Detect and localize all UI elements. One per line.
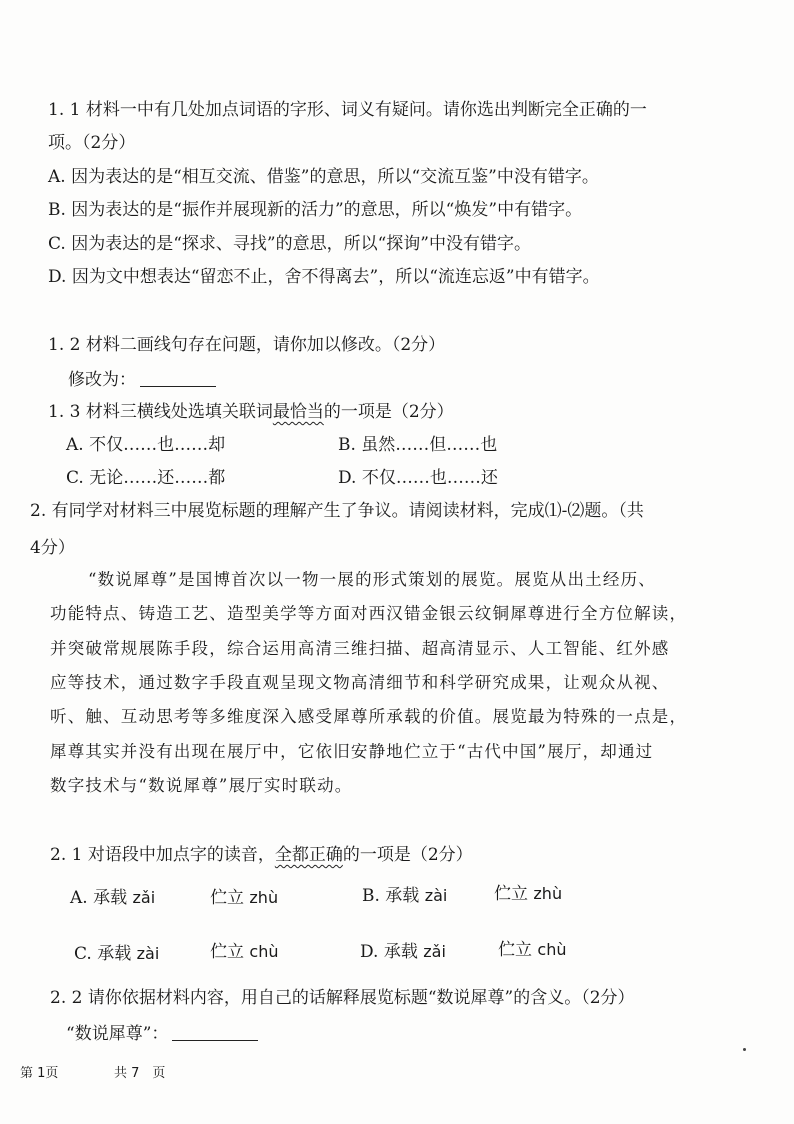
q1-1-option-c: C. 因为表达的是“探求、寻找”的意思，所以“探询”中没有错字。 (48, 234, 531, 254)
passage-line-3: 并突破常规展陈手段，综合运用高清三维扫描、超高清显示、人工智能、红外感 (50, 639, 670, 658)
q1-3-option-a: A. 不仅……也……却 (66, 435, 226, 455)
q2-2-answer-row (66, 1022, 258, 1046)
q2-2-answer-label: “数说犀尊”： (66, 1024, 169, 1044)
q1-1-option-d: D. 因为文中想表达“留恋不止，舍不得离去”，所以“流连忘返”中有错字。 (48, 267, 600, 287)
footer-page-total: 共 7 页 (114, 1066, 166, 1081)
q2-2-stem: 2. 2 请你依据材料内容，用自己的话解释展览标题“数说犀尊”的含义。（2分） (50, 988, 635, 1008)
q1-3-option-c: C. 无论……还……都 (66, 468, 226, 488)
q1-3-option-d: D. 不仅……也……还 (338, 468, 498, 488)
q2-1-option-b-part2 (494, 882, 562, 906)
q1-1-stem-line2: 项。（2分） (48, 133, 136, 153)
q2-1-option-c-part2 (210, 940, 278, 964)
q2-2-answer-blank[interactable] (172, 1022, 258, 1041)
option-b-word-2: 伫立 (494, 884, 528, 904)
q1-1-option-a: A. 因为表达的是“相互交流、借鉴”的意思，所以“交流互鉴”中没有错字。 (48, 167, 599, 187)
option-c-pinyin-1: zài (136, 944, 160, 963)
q2-1-option-d (360, 940, 446, 964)
footer-page-current: 第 1页 (20, 1066, 59, 1081)
option-a-pinyin-1: zǎi (132, 888, 156, 907)
q1-2-answer-blank[interactable] (140, 368, 216, 387)
q2-1-stem-emphasis: 全都正确 (274, 845, 343, 865)
q1-3-stem-emphasis: 最恰当 (272, 402, 324, 422)
q2-1-option-b (362, 884, 447, 908)
passage-line-1: “数说犀尊”是国博首次以一物一展的形式策划的展览。展览从出土经历、 (88, 570, 656, 589)
q1-1-option-b: B. 因为表达的是“振作并展现新的活力”的意思，所以“焕发”中有错字。 (48, 200, 583, 220)
q1-2-answer-row (68, 368, 216, 392)
option-d-word-2: 伫立 (498, 940, 532, 960)
q1-3-stem-post: 的一项是（2分） (323, 402, 454, 422)
q2-stem-line1: 2. 有同学对材料三中展览标题的理解产生了争议。请阅读材料，完成⑴-⑵题。（共 (30, 501, 644, 521)
option-a-label: A. 承载 (70, 888, 128, 908)
q1-1-stem-line1: 1. 1 材料一中有几处加点词语的字形、词义有疑问。请你选出判断完全正确的一 (48, 100, 647, 120)
q2-1-stem-post: 的一项是（2分） (342, 845, 473, 865)
option-d-pinyin-2: chù (537, 940, 567, 959)
q2-1-stem (50, 843, 473, 867)
q1-3-stem (48, 400, 454, 424)
q2-stem-line2: 4分） (30, 538, 75, 558)
q1-3-stem-pre: 1. 3 材料三横线处选填关联词 (48, 402, 273, 422)
option-a-pinyin-2: zhù (249, 888, 279, 907)
option-d-label: D. 承载 (360, 942, 418, 962)
q1-3-option-b: B. 虽然……但……也 (338, 435, 498, 455)
q2-1-option-a (70, 886, 155, 910)
passage-line-6: 犀尊其实并没有出现在展厅中，它依旧安静地伫立于“古代中国”展厅，却通过 (50, 742, 654, 761)
option-c-pinyin-2: chù (249, 942, 279, 961)
option-d-pinyin-1: zǎi (423, 942, 446, 961)
option-b-pinyin-1: zài (424, 886, 448, 905)
q2-1-stem-pre: 2. 1 对语段中加点字的读音， (50, 845, 275, 865)
q1-2-stem: 1. 2 材料二画线句存在问题，请你加以修改。（2分） (48, 335, 446, 355)
option-c-label: C. 承载 (74, 944, 132, 964)
option-b-pinyin-2: zhù (533, 884, 563, 903)
passage-line-4: 应等技术，通过数字手段直观呈现文物高清细节和科学研究成果，让观众从视、 (50, 673, 670, 692)
option-b-label: B. 承载 (362, 886, 420, 906)
scan-speck (743, 1048, 746, 1051)
q2-1-option-c (74, 942, 159, 966)
option-c-word-2: 伫立 (210, 942, 244, 962)
passage-line-2: 功能特点、铸造工艺、造型美学等方面对西汉错金银云纹铜犀尊进行全方位解读， (50, 604, 688, 623)
option-a-word-2: 伫立 (210, 888, 244, 908)
q2-1-option-d-part2 (498, 938, 566, 962)
passage-line-5: 听、触、互动思考等多维度深入感受犀尊所承载的价值。展览最为特殊的一点是， (50, 707, 688, 726)
q1-2-answer-label: 修改为： (68, 370, 136, 390)
passage-line-7: 数字技术与“数说犀尊”展厅实时联动。 (50, 776, 353, 795)
q2-1-option-a-part2 (210, 886, 278, 910)
